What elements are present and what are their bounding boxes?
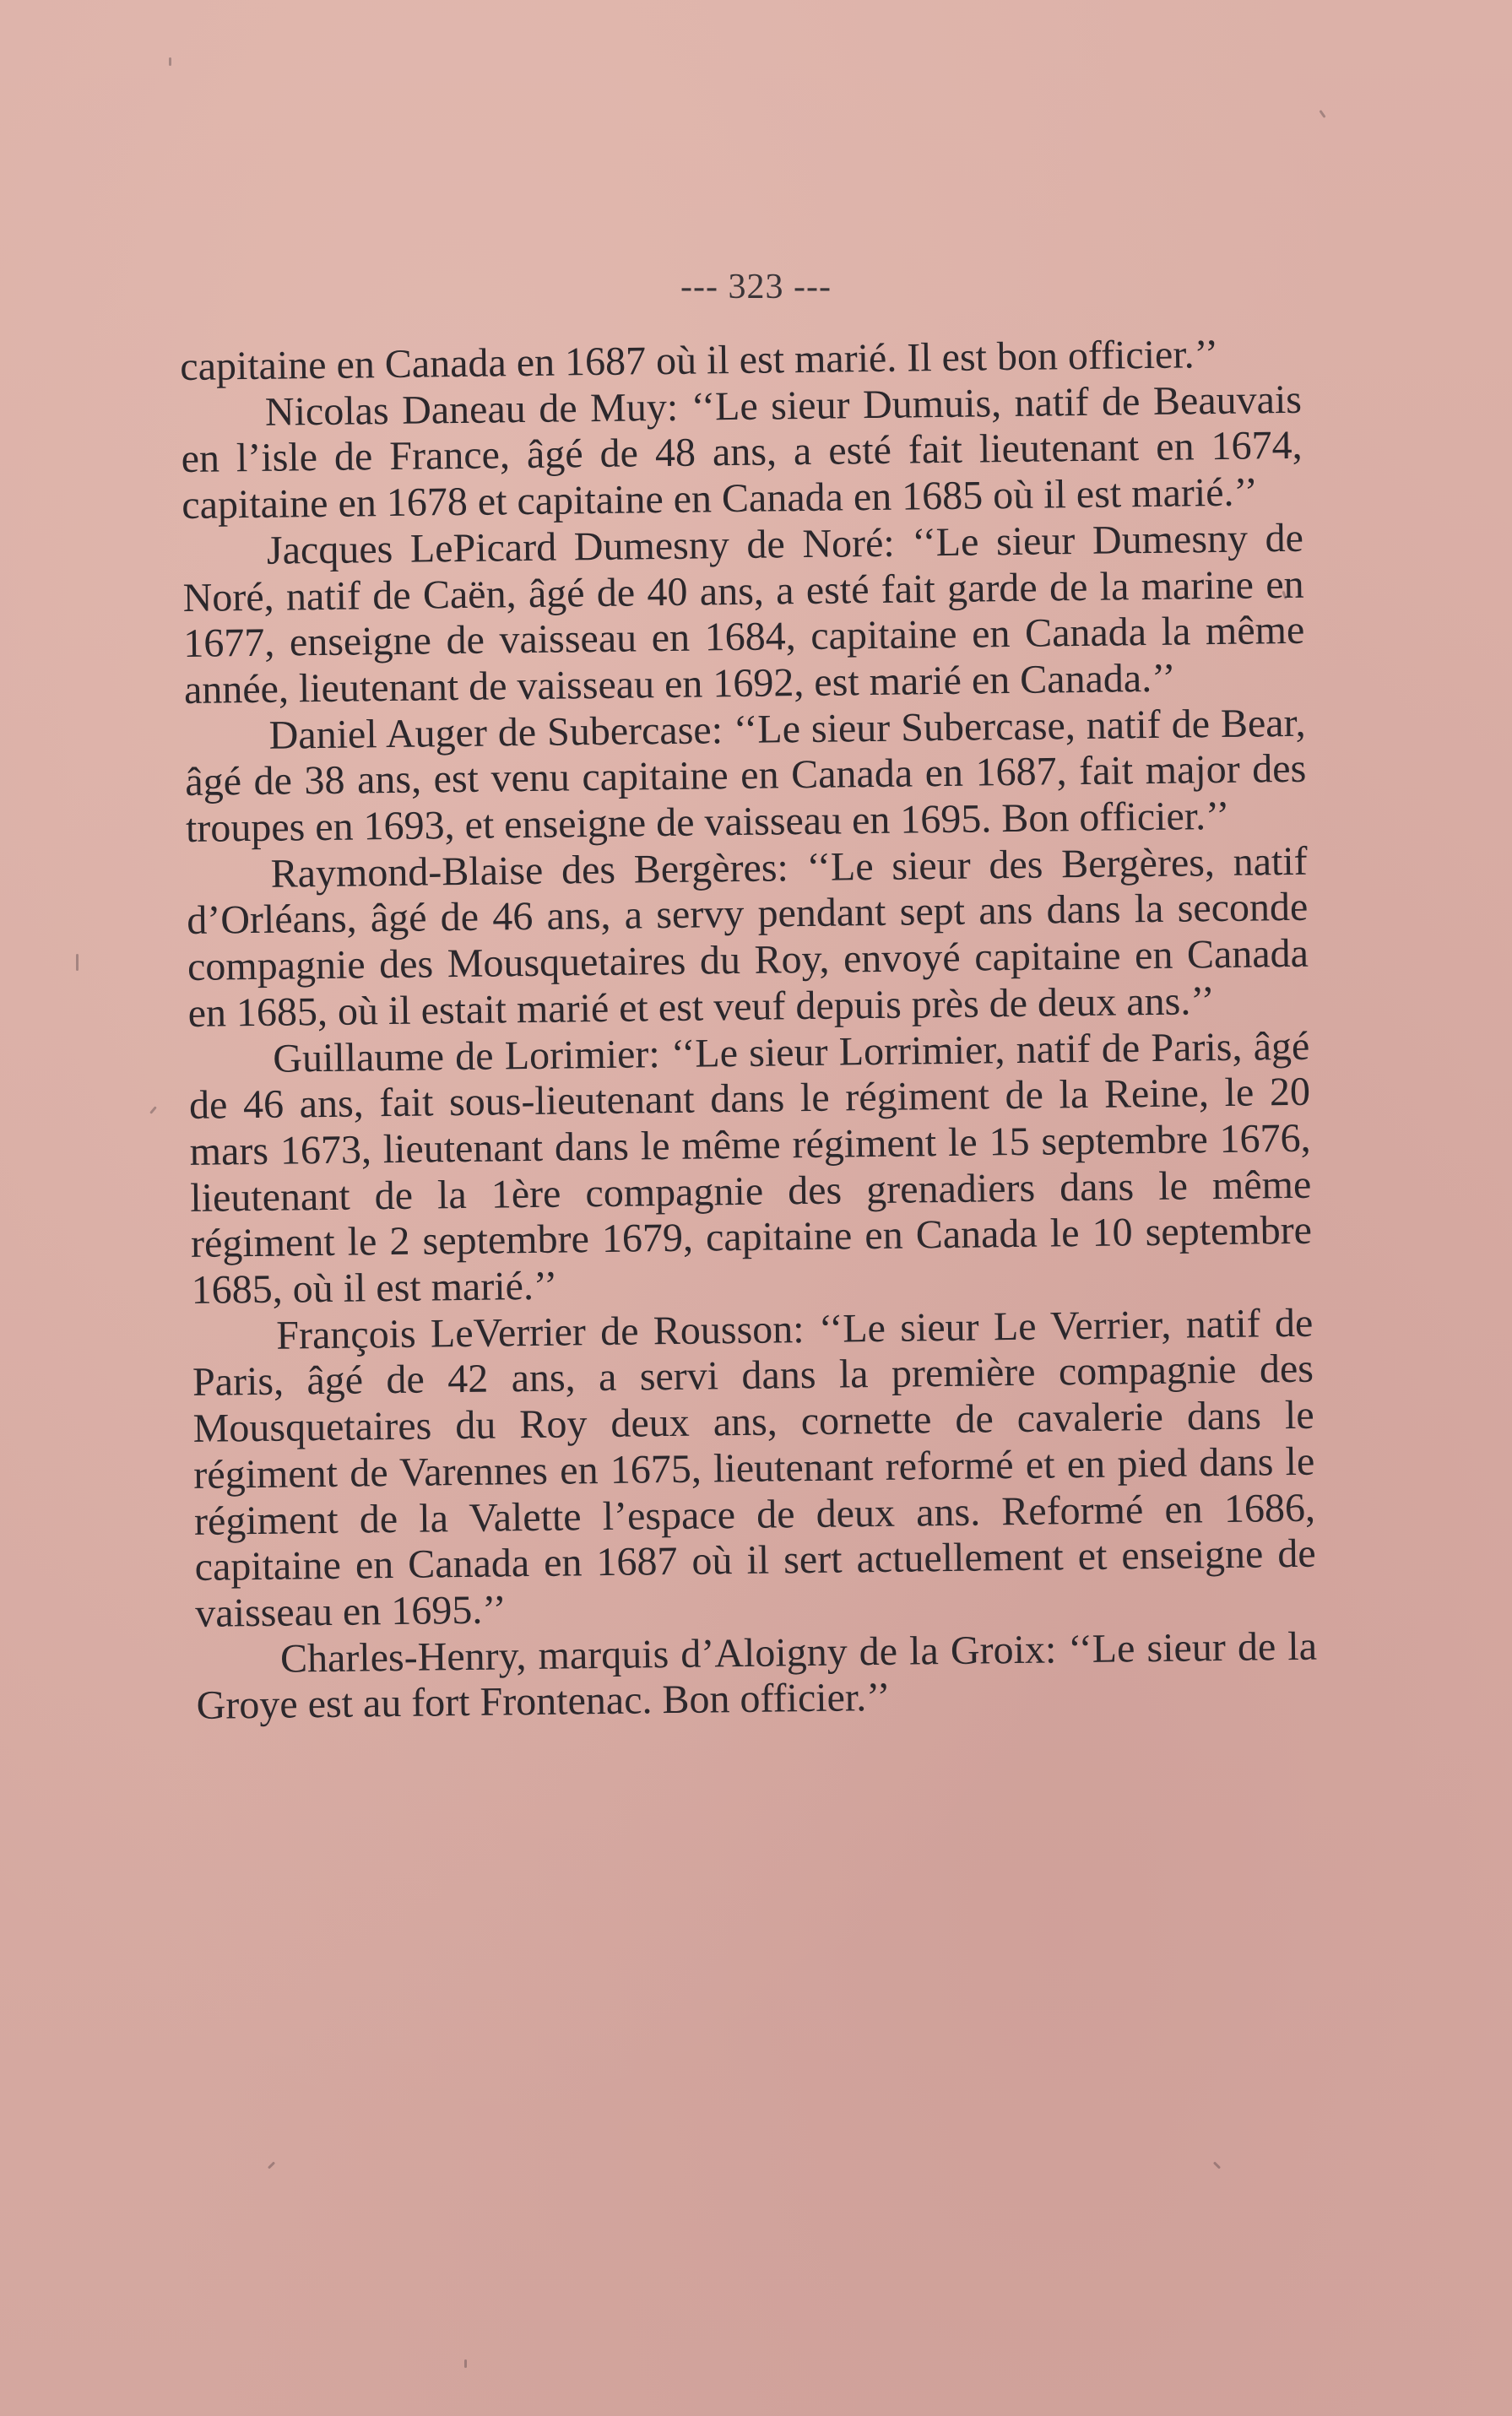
paragraph-aloigny-de-la-groix: Charles-Henry, marquis d’Aloigny de la Groix: ‘‘Le sieur de la Groye est au fort Frontenac. Bon officier.’’ — [196, 1623, 1318, 1729]
paragraph-des-bergeres: Raymond-Blaise des Bergères: ‘‘Le sieur des Bergères, natif d’Orléans, âgé de 46 ans, a servy pendant sept ans dans la seconde compagnie des Mousquetaires du Roy, envoyé capitaine en Canada en 1685, où il estait marié et est veuf depuis près de deux ans.’’ — [187, 838, 1309, 1036]
paper-speck — [76, 954, 79, 971]
paragraph-dumesny-de-nore: Jacques LePicard Dumesny de Noré: ‘‘Le sieur Dumesny de Noré, natif de Caën, âgé de 40 ans, a esté fait garde de la marine en 1677, enseigne de vaisseau en 1684, capitaine en Canada la même année, lieutenant de vaisseau en 1692, est marié en Canada.’’ — [182, 515, 1305, 712]
paragraph-leverrier-de-rousson: François LeVerrier de Rousson: ‘‘Le sieur Le Verrier, natif de Paris, âgé de 42 ans, a servi dans la première compagnie des Mousquetaires du Roy deux ans, cornette de cavalerie dans le régiment de Varennes en 1675, lieutenant reformé et en pied dans le régiment de la Valette l’espace de deux ans. Reformé en 1686, capitaine en Canada en 1687 où il sert actuellement et enseigne de vaisseau en 1695.’’ — [192, 1300, 1316, 1636]
paragraph-continuation: capitaine en Canada en 1687 où il est marié. Il est bon officier.’’ — [180, 331, 1219, 389]
paper-speck — [1319, 110, 1325, 118]
paper-speck — [464, 2359, 467, 2368]
page-number: --- 323 --- — [680, 268, 832, 306]
paragraph-de-lorimier: Guillaume de Lorimier: ‘‘Le sieur Lorrimier, natif de Paris, âgé de 46 ans, fait sous-lieutenant dans le régiment de la Reine, le 20 mars 1673, lieutenant dans le même régiment le 15 septembre 1676, lieutenant de la 1ère compagnie des grenadiers dans le même régiment le 2 septembre 1679, capitaine en Canada le 10 septembre 1685, où il est marié.’’ — [188, 1023, 1313, 1313]
paper-speck — [268, 2161, 275, 2169]
body-text — [180, 331, 1318, 1730]
paragraph-daneau-de-muy: Nicolas Daneau de Muy: ‘‘Le sieur Dumuis, natif de Beauvais en l’isle de France, âgé de 48 ans, a esté fait lieutenant en 1674, capitaine en 1678 et capitaine en Canada en 1685 où il est marié.’’ — [181, 376, 1303, 528]
paper-speck — [1213, 2161, 1221, 2169]
paper-speck — [149, 1106, 157, 1114]
paper-speck — [169, 57, 171, 66]
paragraph-subercase: Daniel Auger de Subercase: ‘‘Le sieur Subercase, natif de Bear, âgé de 38 ans, est venu capitaine en Canada en 1687, fait major des troupes en 1693, et enseigne de vaisseau en 1695. Bon officier.’’ — [185, 700, 1307, 851]
